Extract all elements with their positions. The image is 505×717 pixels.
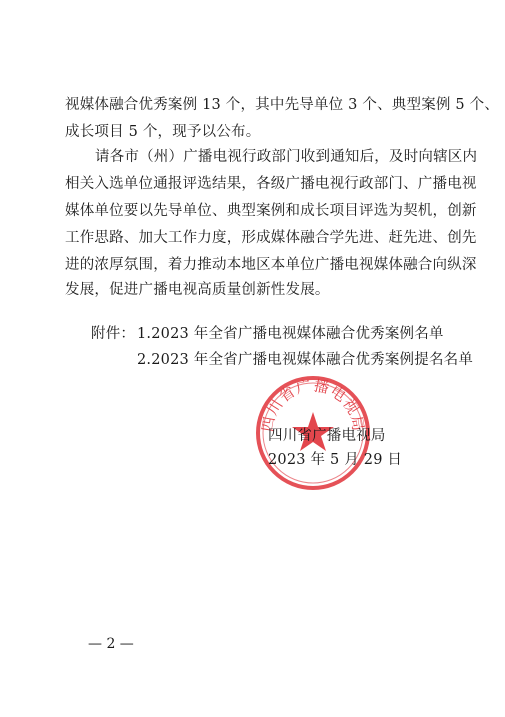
body-line: 相关入选单位通报评选结果，各级广播电视行政部门、广播电视 [65, 176, 477, 192]
body-line: 媒体单位要以先导单位、典型案例和成长项目评选为契机，创新 [65, 203, 477, 219]
body-line: 视媒体融合优秀案例 13 个，其中先导单位 3 个、典型案例 5 个、 [65, 97, 500, 113]
body-line: 工作思路、加大工作力度，形成媒体融合学先进、赶先进、创先 [65, 230, 477, 246]
page-number: — 2 — [88, 636, 134, 652]
body-line: 进的浓厚氛围，着力推动本地区本单位广播电视媒体融合向纵深 [65, 257, 477, 273]
signature-date: 2023 年 5 月 29 日 [268, 452, 403, 468]
body-line: 请各市（州）广播电视行政部门收到通知后，及时向辖区内 [95, 149, 478, 165]
body-line: 成长项目 5 个，现予以公布。 [65, 124, 261, 140]
body-line: 发展，促进广播电视高质量创新性发展。 [65, 282, 330, 298]
attachment-item: 1.2023 年全省广播电视媒体融合优秀案例名单 [137, 326, 444, 342]
signature-org: 四川省广播电视局 [268, 428, 386, 444]
seal-text: 四川省广播电视局 [258, 376, 368, 434]
attachment-item: 2.2023 年全省广播电视媒体融合优秀案例提名名单 [137, 352, 474, 368]
attachment-label: 附件： [91, 326, 136, 342]
